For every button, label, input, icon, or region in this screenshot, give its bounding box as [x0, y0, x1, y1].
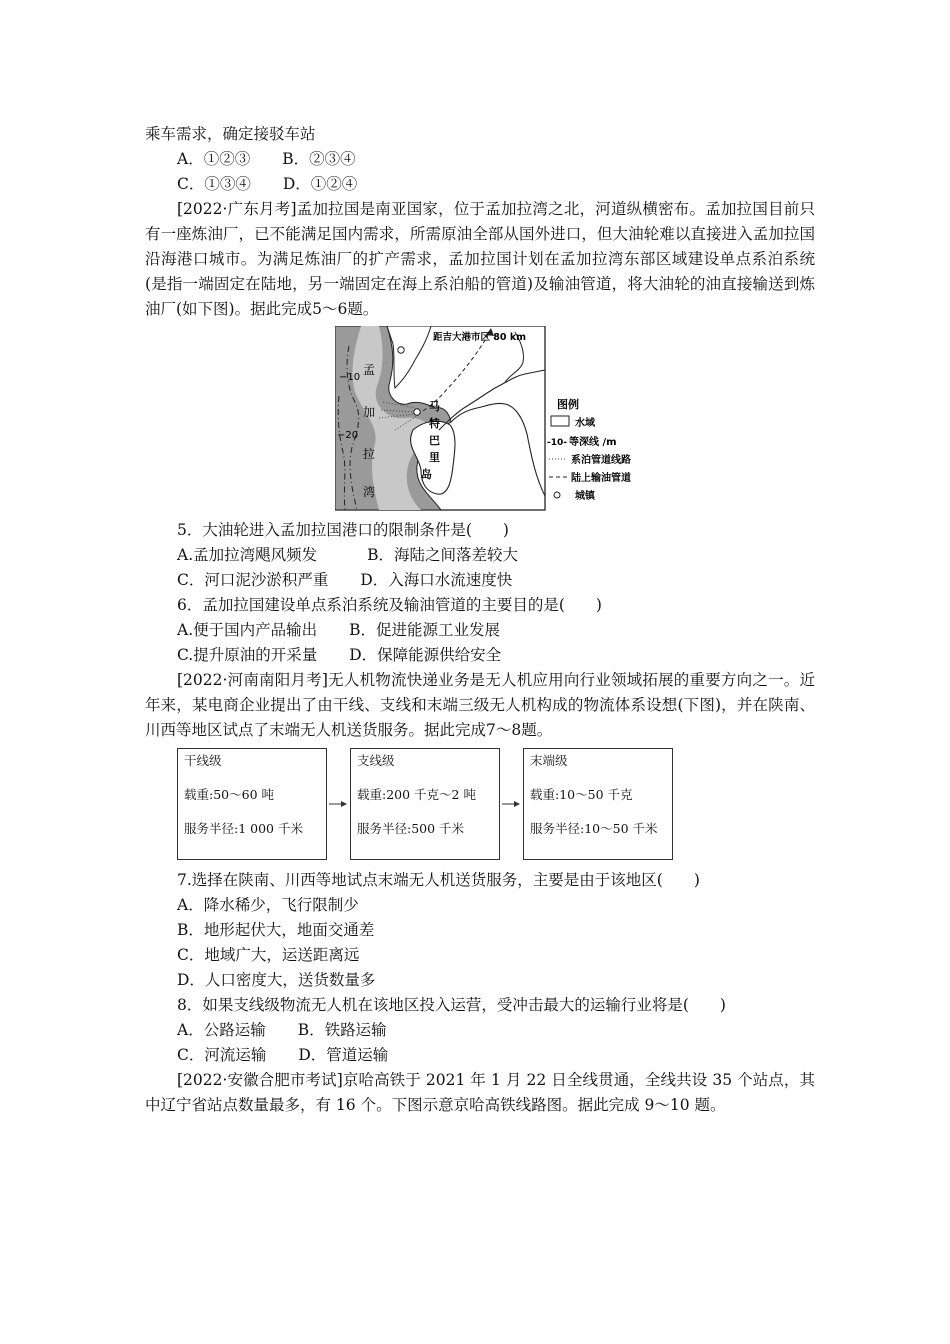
legend-contour-label: 等深线 /m — [569, 437, 617, 448]
intro-paragraph-9-10: [2022·安徽合肥市考试]京哈高铁于 2021 年 1 月 22 日全线贯通，全线共设 35 个站点，其中辽宁省站点数量最多，有 16 个。下图示意京哈高铁线路图。据此完成 9～10 题。 — [145, 1071, 815, 1114]
q8-option-b[interactable]: B．铁路运输 — [297, 1021, 387, 1039]
flow-box-trunk — [177, 748, 327, 860]
q4-option-b[interactable]: B．②③④ — [282, 150, 356, 168]
town-marker-north — [398, 347, 404, 353]
q5-option-b[interactable]: B．海陆之间落差较大 — [367, 546, 519, 564]
island-char-1: 马 — [429, 400, 440, 413]
q5-options-row2 — [145, 568, 815, 593]
q4-options-row2 — [145, 172, 815, 197]
legend-contour-value: -10- — [547, 438, 567, 448]
sea-char-4: 湾 — [363, 485, 376, 499]
q6-option-b[interactable]: B．促进能源工业发展 — [349, 621, 501, 639]
q7-stem: 7.选择在陕南、川西等地试点末端无人机送货服务，主要是由于该地区( ) — [177, 871, 700, 889]
flow-box-title: 干线级 — [184, 753, 222, 768]
sea-char-1: 孟 — [363, 363, 376, 377]
island-char-3: 巴 — [429, 434, 440, 447]
flow-box-load: 载重:50～60 吨 — [184, 787, 274, 802]
q6-option-d[interactable]: D．保障能源供给安全 — [349, 646, 502, 664]
continuation-line: 乘车需求，确定接驳车站 — [145, 125, 316, 143]
town-marker-matarbari — [414, 409, 420, 415]
legend-water-swatch — [551, 416, 569, 426]
legend-town-label: 城镇 — [575, 491, 595, 502]
flow-box-title: 支线级 — [357, 753, 395, 768]
sea-char-2: 加 — [363, 405, 376, 419]
distance-label: 距吉大港市区 80 km — [433, 332, 527, 343]
legend-water-label: 水域 — [575, 418, 595, 429]
q4-option-d[interactable]: D．①②④ — [282, 175, 358, 193]
q7-option-c[interactable]: C．地域广大，运送距离远 — [177, 946, 360, 964]
flow-box-load: 载重:200 千克～2 吨 — [357, 787, 476, 802]
document-page — [145, 122, 815, 1118]
flow-box-terminal — [523, 748, 673, 860]
q7-option-a[interactable]: A．降水稀少，飞行限制少 — [177, 896, 359, 914]
flow-box-load: 载重:10～50 千克 — [530, 787, 633, 802]
q5-option-c[interactable]: C．河口泥沙淤积严重 — [177, 571, 329, 589]
legend-mooring-label: 系泊管道线路 — [571, 455, 631, 466]
q7-option-b[interactable]: B．地形起伏大，地面交通差 — [177, 921, 375, 939]
bangladesh-map — [335, 326, 635, 512]
flow-box-branch — [350, 748, 500, 860]
bangladesh-map-figure — [145, 326, 815, 514]
q5-option-a[interactable]: A.孟加拉湾飓风频发 — [177, 546, 318, 564]
flow-box-title: 末端级 — [530, 753, 568, 768]
q4-option-a[interactable]: A．①②③ — [177, 150, 251, 168]
q8-option-a[interactable]: A．公路运输 — [177, 1021, 266, 1039]
q8-options-row2 — [145, 1043, 815, 1068]
flow-box-radius: 服务半径:500 千米 — [357, 821, 465, 836]
legend-town-swatch — [554, 492, 560, 498]
drone-logistics-flowchart — [177, 746, 815, 862]
q5-options-row1 — [145, 543, 815, 568]
contour-10-label: −10 — [339, 372, 361, 383]
intro-paragraph-5-6: [2022·广东月考]孟加拉国是南亚国家，位于孟加拉湾之北，河道纵横密布。孟加拉国目前只有一座炼油厂，已不能满足国内需求，所需原油全部从国外进口，但大油轮难以直接进入孟加拉国沿海港口城市。为满足炼油厂的扩产需求，孟加拉国计划在孟加拉湾东部区域建设单点系泊系统(是指一端固定在陆地，另一端固定在海上系泊船的管道)及输油管道，将大油轮的油直接输送到炼油厂(如下图)。据此完成5～6题。 — [145, 200, 815, 318]
flow-arrow-icon — [327, 797, 350, 811]
q8-option-c[interactable]: C．河流运输 — [177, 1046, 267, 1064]
q8-options-row1 — [145, 1018, 815, 1043]
q8-option-d[interactable]: D．管道运输 — [298, 1046, 389, 1064]
q4-option-c[interactable]: C．①③④ — [177, 175, 251, 193]
q5-option-d[interactable]: D．入海口水流速度快 — [360, 571, 513, 589]
sea-char-3: 拉 — [363, 447, 376, 461]
q7-option-d[interactable]: D．人口密度大，送货数量多 — [177, 971, 376, 989]
q4-options-row1 — [145, 147, 815, 172]
legend-title: 图例 — [557, 398, 579, 411]
contour-20-label: −20 — [337, 430, 359, 441]
q6-options-row2 — [145, 643, 815, 668]
flow-box-radius: 服务半径:10～50 千米 — [530, 821, 658, 836]
q6-option-c[interactable]: C.提升原油的开采量 — [177, 646, 318, 664]
legend-pipeline-label: 陆上输油管道 — [571, 473, 631, 484]
q6-stem: 6．孟加拉国建设单点系泊系统及输油管道的主要目的是( ) — [177, 596, 602, 614]
q8-stem: 8．如果支线级物流无人机在该地区投入运营，受冲击最大的运输行业将是( ) — [177, 996, 726, 1014]
q6-options-row1 — [145, 618, 815, 643]
flow-arrow-icon — [500, 797, 523, 811]
intro-paragraph-7-8: [2022·河南南阳月考]无人机物流快递业务是无人机应用向行业领域拓展的重要方向之一。近年来，某电商企业提出了由干线、支线和末端三级无人机构成的物流体系设想(下图)，并在陕南、川西等地区试点了末端无人机送货服务。据此完成7～8题。 — [145, 671, 815, 739]
island-char-5: 岛 — [421, 468, 432, 481]
q5-stem: 5．大油轮进入孟加拉国港口的限制条件是( ) — [177, 521, 509, 539]
q6-option-a[interactable]: A.便于国内产品输出 — [177, 621, 318, 639]
island-char-2: 特 — [429, 417, 440, 430]
island-char-4: 里 — [429, 451, 440, 464]
flow-box-radius: 服务半径:1 000 千米 — [184, 821, 303, 836]
